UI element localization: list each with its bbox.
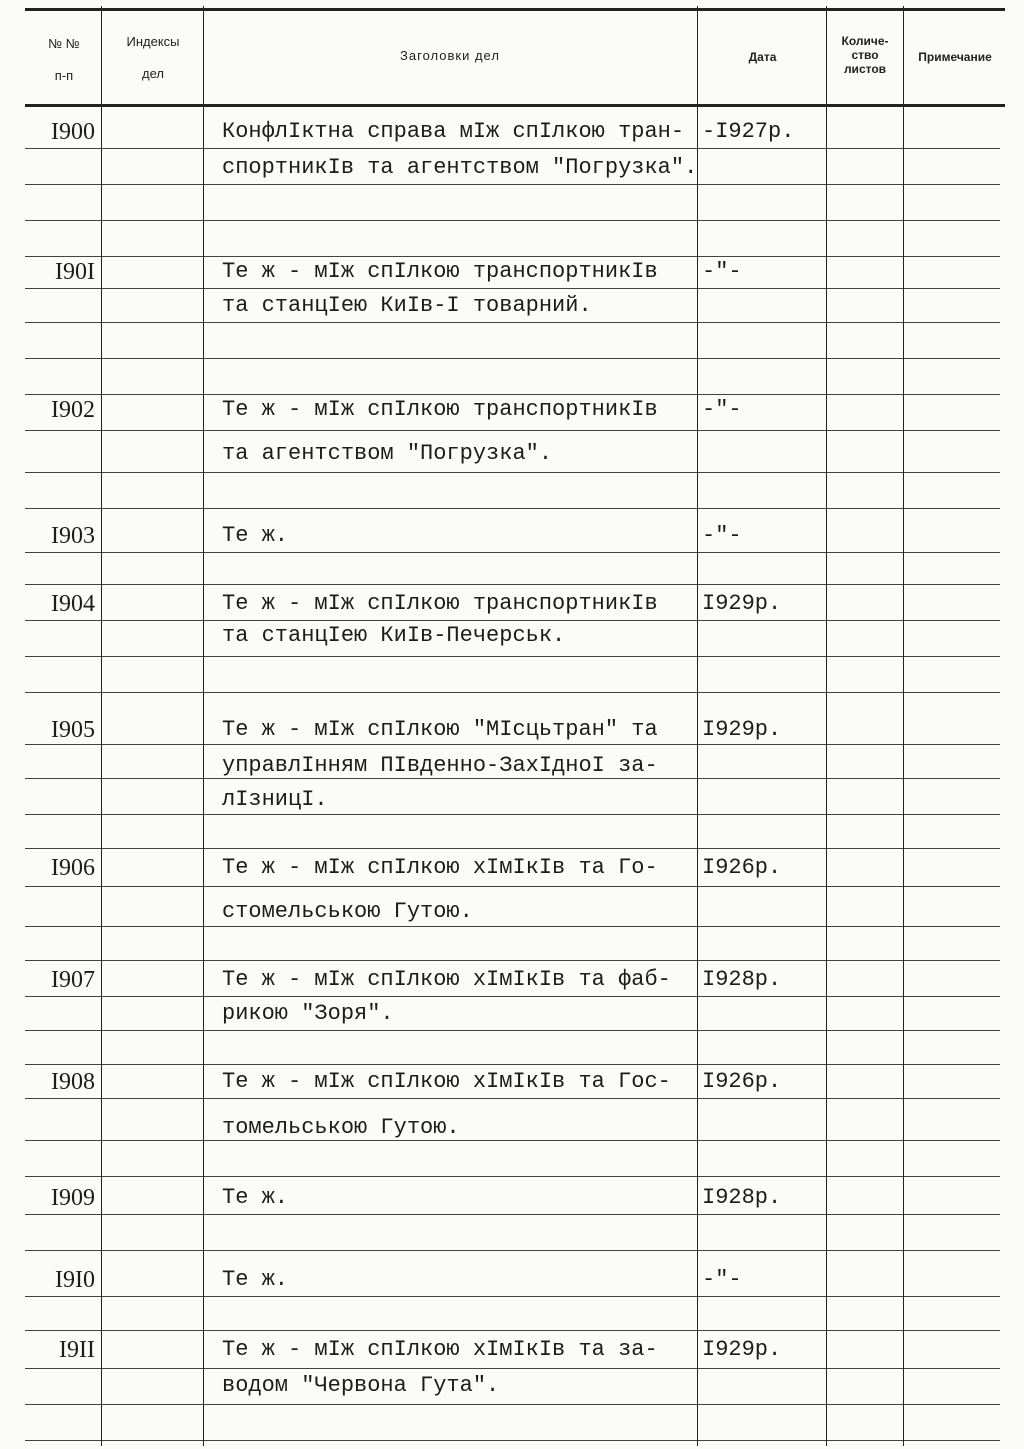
row-title-line: томельською Гутою. bbox=[222, 1115, 460, 1140]
ruled-line bbox=[25, 960, 1000, 961]
header-num-line-1: № № bbox=[48, 36, 80, 51]
row-title-line: Те ж - мIж спIлкою транспортникIв bbox=[222, 397, 658, 422]
ruled-line bbox=[25, 584, 1000, 585]
ruled-line bbox=[25, 656, 1000, 657]
row-title-line: Те ж - мIж спIлкою транспортникIв bbox=[222, 591, 658, 616]
row-number: I9II bbox=[59, 1337, 95, 1363]
row-number: I906 bbox=[51, 855, 95, 881]
ruled-line bbox=[25, 926, 1000, 927]
ruled-line bbox=[25, 886, 1000, 887]
ruled-line bbox=[25, 552, 1000, 553]
row-title-line: КонфлIктна справа мIж спIлкою тран- bbox=[222, 119, 685, 144]
column-divider-5 bbox=[903, 6, 904, 1446]
ruled-line bbox=[25, 1214, 1000, 1215]
row-title-line: управлIнням ПIвденно-ЗахIдноI за- bbox=[222, 753, 658, 778]
ruled-line bbox=[25, 430, 1000, 431]
row-title-line: Те ж - мIж спIлкою хIмIкIв та Го- bbox=[222, 855, 658, 880]
row-title-line: та агентством "Погрузка". bbox=[222, 441, 553, 466]
header-notes: Примечание bbox=[918, 50, 992, 64]
row-date: -"- bbox=[702, 1267, 742, 1292]
row-number: I905 bbox=[51, 717, 95, 743]
row-number: I902 bbox=[51, 397, 95, 423]
row-title-line: та станцIею КиIв-I товарний. bbox=[222, 293, 592, 318]
row-number: I908 bbox=[51, 1069, 95, 1095]
row-date: I929р. bbox=[702, 591, 782, 616]
row-title-line: водом "Червона Гута". bbox=[222, 1373, 500, 1398]
header-num bbox=[28, 36, 100, 84]
header-num-line-2: п-п bbox=[54, 68, 74, 83]
column-divider-3 bbox=[697, 6, 698, 1446]
row-number: I907 bbox=[51, 967, 95, 993]
row-title-line: Те ж. bbox=[222, 523, 289, 548]
ruled-line bbox=[25, 1440, 1000, 1441]
row-date: I928р. bbox=[702, 1185, 782, 1210]
header-sheets-line-3: листов bbox=[843, 62, 887, 76]
table-top-border bbox=[25, 8, 1005, 11]
row-title-line: Те ж - мIж спIлкою хIмIкIв та за- bbox=[222, 1337, 658, 1362]
ruled-line bbox=[25, 1176, 1000, 1177]
ruled-line bbox=[25, 1296, 1000, 1297]
column-divider-2 bbox=[203, 6, 204, 1446]
row-number: I90I bbox=[55, 259, 95, 285]
ruled-line bbox=[25, 1368, 1000, 1369]
row-title-line: Те ж. bbox=[222, 1267, 289, 1292]
row-date: I928р. bbox=[702, 967, 782, 992]
ruled-line bbox=[25, 848, 1000, 849]
row-number: I904 bbox=[51, 591, 95, 617]
row-title-line: лIзницI. bbox=[222, 787, 328, 812]
header-sheets bbox=[828, 34, 902, 76]
row-date: -"- bbox=[702, 523, 742, 548]
ruled-line bbox=[25, 288, 1000, 289]
row-number: I903 bbox=[51, 523, 95, 549]
row-date: -"- bbox=[702, 259, 742, 284]
row-date: -I927р. bbox=[702, 119, 795, 144]
row-number: I909 bbox=[51, 1185, 95, 1211]
ruled-line bbox=[25, 1330, 1000, 1331]
ruled-line bbox=[25, 358, 1000, 359]
header-bottom-border bbox=[25, 104, 1005, 107]
row-title-line: стомельською Гутою. bbox=[222, 899, 473, 924]
ruled-line bbox=[25, 814, 1000, 815]
row-date: I929р. bbox=[702, 1337, 782, 1362]
header-date: Дата bbox=[748, 50, 777, 64]
row-title-line: та станцIею КиIв-Печерськ. bbox=[222, 623, 566, 648]
column-divider-1 bbox=[101, 6, 102, 1446]
ruled-line bbox=[25, 1098, 1000, 1099]
ruled-line bbox=[25, 148, 1000, 149]
ruled-line bbox=[25, 184, 1000, 185]
ruled-line bbox=[25, 1030, 1000, 1031]
ruled-line bbox=[25, 472, 1000, 473]
ruled-line bbox=[25, 508, 1000, 509]
header-sheets-line-1: Количе- bbox=[841, 34, 889, 48]
row-title-line: Те ж - мIж спIлкою хIмIкIв та Гос- bbox=[222, 1069, 671, 1094]
row-title-line: Те ж - мIж спIлкою "МIсцьтран" та bbox=[222, 717, 658, 742]
row-title-line: рикою "Зоря". bbox=[222, 1001, 394, 1026]
row-title-line: Те ж. bbox=[222, 1185, 289, 1210]
header-index bbox=[104, 34, 202, 82]
ruled-line bbox=[25, 1404, 1000, 1405]
row-date: I926р. bbox=[702, 855, 782, 880]
header-sheets-line-2: ство bbox=[851, 48, 879, 62]
row-date: I926р. bbox=[702, 1069, 782, 1094]
ruled-line bbox=[25, 1250, 1000, 1251]
row-title-line: Те ж - мIж спIлкою транспортникIв bbox=[222, 259, 658, 284]
row-title-line: спортникIв та агентством "Погрузка". bbox=[222, 155, 698, 180]
header-index-line-1: Индексы bbox=[126, 34, 180, 49]
row-date: I929р. bbox=[702, 717, 782, 742]
ruled-line bbox=[25, 1140, 1000, 1141]
column-divider-4 bbox=[826, 6, 827, 1446]
ruled-line bbox=[25, 692, 1000, 693]
row-date: -"- bbox=[702, 397, 742, 422]
row-title-line: Те ж - мIж спIлкою хIмIкIв та фаб- bbox=[222, 967, 671, 992]
ruled-line bbox=[25, 220, 1000, 221]
ruled-line bbox=[25, 1064, 1000, 1065]
ruled-line bbox=[25, 322, 1000, 323]
row-number: I9I0 bbox=[55, 1267, 95, 1293]
header-title: Заголовки дел bbox=[400, 48, 500, 63]
header-index-line-2: дел bbox=[142, 66, 164, 81]
ruled-line bbox=[25, 996, 1000, 997]
row-number: I900 bbox=[51, 119, 95, 145]
